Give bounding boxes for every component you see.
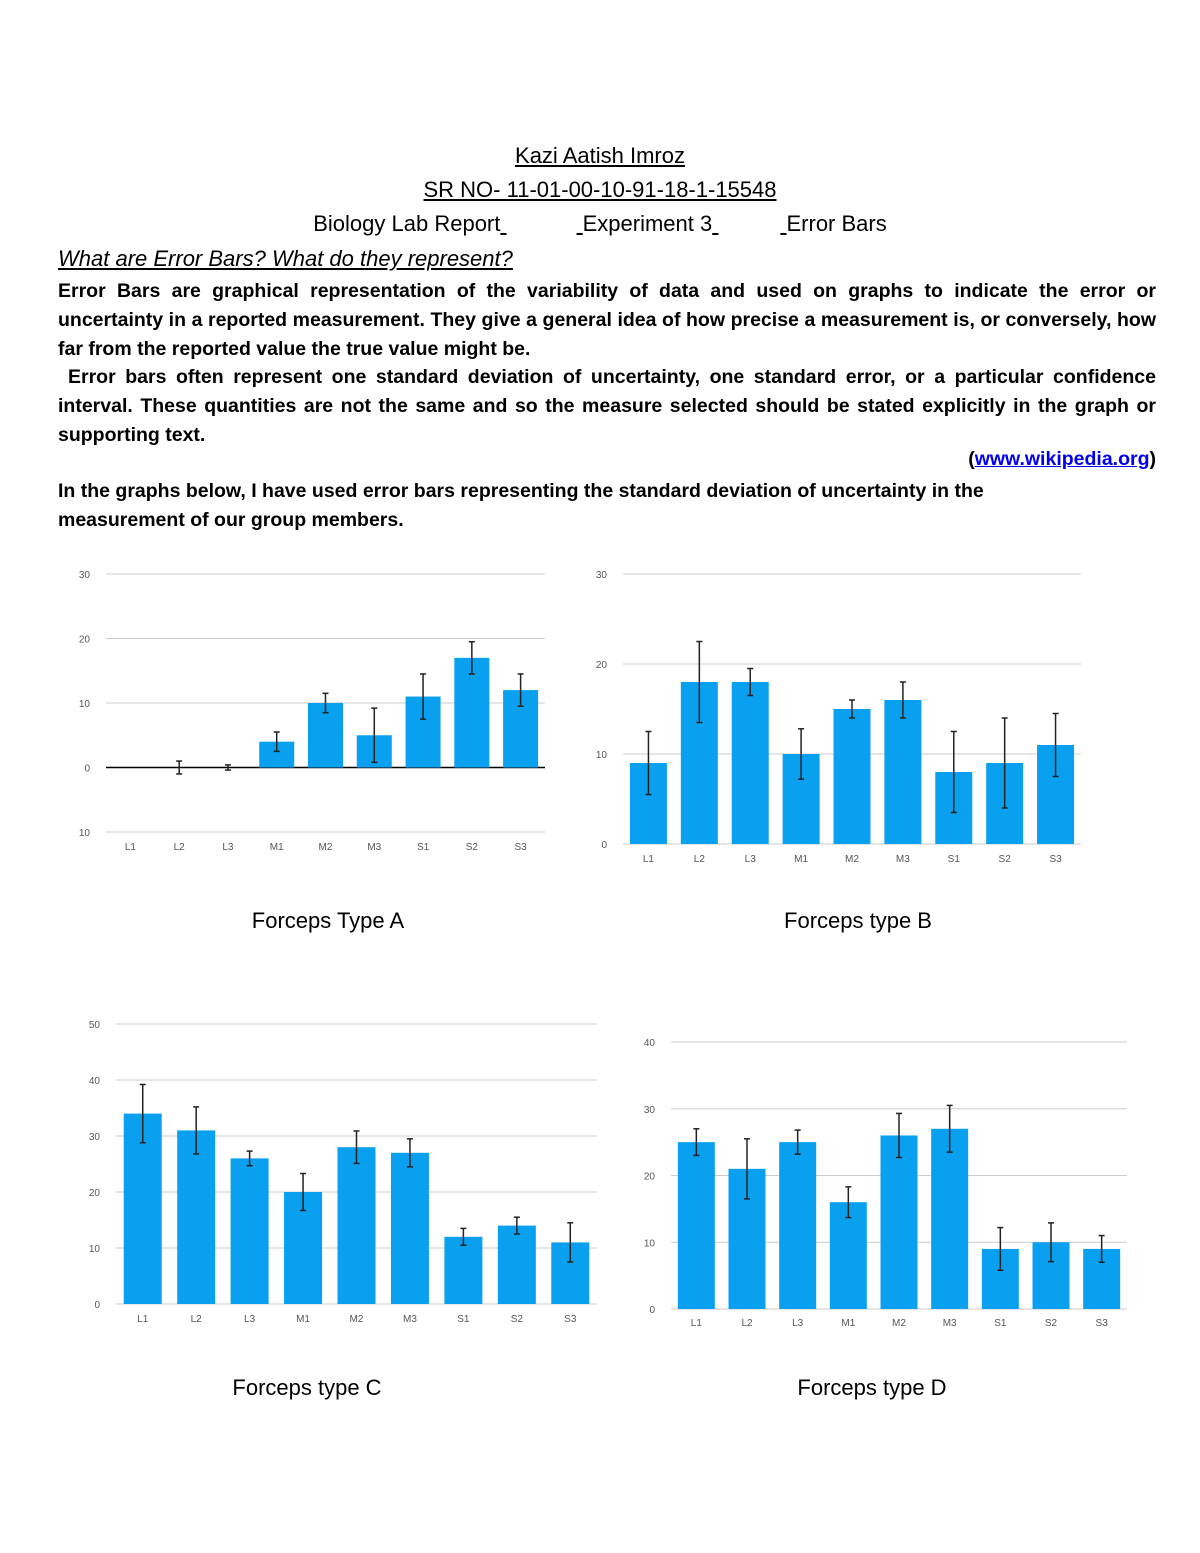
- bar-M2: [834, 709, 871, 844]
- y-tick-label: 20: [595, 660, 607, 671]
- y-tick-label: 30: [595, 570, 607, 581]
- x-tick-label: L1: [137, 1314, 149, 1325]
- caption-forceps-a: Forceps Type A: [251, 908, 405, 933]
- x-tick-label: S1: [947, 854, 960, 865]
- x-tick-label: M2: [349, 1314, 364, 1325]
- subtitle-topic: Error Bars: [786, 211, 887, 236]
- sr-number: SR NO- 11-01-00-10-91-18-1-15548: [423, 177, 777, 202]
- x-tick-label: M3: [895, 854, 910, 865]
- x-tick-label: M3: [367, 842, 382, 853]
- bar-M3: [391, 1153, 429, 1304]
- paragraph-method: In the graphs below, I have used error bars representing the standard deviation of uncertainty in the measurement of our group members.: [58, 480, 984, 531]
- author-name: Kazi Aatish Imroz: [515, 143, 685, 168]
- bar-L3: [732, 682, 769, 844]
- bar-S1: [444, 1237, 482, 1304]
- x-tick-label: S1: [416, 842, 430, 853]
- x-tick-label: L1: [642, 854, 655, 865]
- y-tick-label: 40: [88, 1076, 100, 1087]
- y-tick-label: 0: [601, 840, 607, 851]
- x-tick-label: M1: [296, 1314, 311, 1325]
- x-tick-label: S3: [564, 1314, 577, 1325]
- chart-forceps-c: [70, 1014, 600, 1326]
- y-tick-label: 40: [643, 1038, 655, 1049]
- source-open-paren: (: [968, 448, 975, 470]
- y-tick-label: 0: [649, 1305, 655, 1316]
- x-tick-label: L3: [792, 1318, 804, 1329]
- x-tick-label: M2: [318, 842, 333, 853]
- x-tick-label: L2: [190, 1314, 202, 1325]
- x-tick-label: M3: [942, 1318, 957, 1329]
- bar-M2: [338, 1147, 376, 1304]
- y-tick-label: 20: [78, 634, 90, 646]
- x-tick-label: M2: [892, 1318, 906, 1329]
- x-tick-label: S2: [998, 854, 1011, 865]
- x-tick-label: S3: [514, 842, 527, 853]
- x-tick-label: S3: [1049, 854, 1062, 865]
- source-close-paren: ): [1149, 448, 1156, 470]
- bar-L3: [779, 1142, 816, 1309]
- y-tick-label: 50: [88, 1020, 100, 1031]
- y-tick-label: 20: [643, 1171, 655, 1183]
- x-tick-label: S3: [1095, 1318, 1108, 1329]
- bar-L2: [177, 1130, 215, 1304]
- chart-forceps-b: [585, 564, 1085, 866]
- caption-forceps-c: Forceps type C: [232, 1375, 382, 1400]
- bar-S2: [498, 1226, 536, 1304]
- x-tick-label: M3: [402, 1314, 417, 1325]
- x-tick-label: S2: [1044, 1318, 1058, 1329]
- y-tick-label: 10: [88, 1244, 100, 1255]
- x-tick-label: S1: [994, 1318, 1007, 1329]
- bar-M3: [884, 700, 921, 844]
- x-tick-label: M1: [841, 1318, 856, 1329]
- bar-M2: [881, 1135, 918, 1309]
- bar-L1: [678, 1142, 715, 1309]
- y-tick-label: 10: [643, 1238, 655, 1250]
- section-question: What are Error Bars? What do they represent?: [58, 246, 513, 271]
- x-tick-label: M1: [794, 854, 809, 865]
- y-tick-label: 20: [88, 1188, 100, 1199]
- x-tick-label: L1: [690, 1318, 702, 1329]
- chart-forceps-d: [635, 1032, 1130, 1328]
- x-tick-label: L2: [693, 854, 705, 865]
- x-tick-label: S1: [457, 1314, 470, 1325]
- y-tick-label: 30: [78, 570, 90, 581]
- x-tick-label: L3: [244, 1314, 256, 1325]
- report-subtitle: [0, 211, 1200, 237]
- bar-M3: [931, 1129, 968, 1309]
- paragraph-representation: Error bars often represent one standard deviation of uncertainty, one standard error, or a particular confidence interval. These quantities are not the same and so the measure selected should be stated explicitly in the graph or supporting text.: [58, 366, 1156, 446]
- caption-forceps-b: Forceps type B: [784, 908, 932, 933]
- subtitle-experiment: Experiment 3: [582, 211, 713, 236]
- x-tick-label: M2: [845, 854, 859, 865]
- x-tick-label: L1: [124, 842, 136, 853]
- source-citation: [968, 448, 1156, 471]
- x-tick-label: M1: [269, 842, 284, 853]
- caption-forceps-d: Forceps type D: [797, 1375, 947, 1400]
- y-tick-label: 0: [94, 1300, 100, 1311]
- y-tick-label: 10: [595, 750, 607, 761]
- y-tick-label: 30: [88, 1132, 100, 1143]
- bar-L3: [231, 1158, 269, 1304]
- x-tick-label: L2: [173, 842, 185, 853]
- x-tick-label: L2: [741, 1318, 753, 1329]
- x-tick-label: S2: [465, 842, 478, 853]
- x-tick-label: L3: [222, 842, 234, 853]
- y-tick-label: 0: [84, 763, 90, 775]
- chart-forceps-a: [70, 564, 550, 854]
- paragraph-definition: Error Bars are graphical representation of the variability of data and used on graphs to indicate the error or uncertainty in a reported measurement. They give a general idea of how precise a measurement is, or conversely, how far from the reported value the true value might be.: [58, 280, 1156, 360]
- x-tick-label: L3: [744, 854, 756, 865]
- y-tick-label: 30: [643, 1104, 655, 1116]
- x-tick-label: S2: [510, 1314, 523, 1325]
- subtitle-course: Biology Lab Report: [313, 211, 501, 236]
- source-link[interactable]: www.wikipedia.org: [974, 448, 1150, 470]
- y-tick-label: 10: [78, 699, 90, 710]
- y-tick-label: 10: [78, 828, 90, 839]
